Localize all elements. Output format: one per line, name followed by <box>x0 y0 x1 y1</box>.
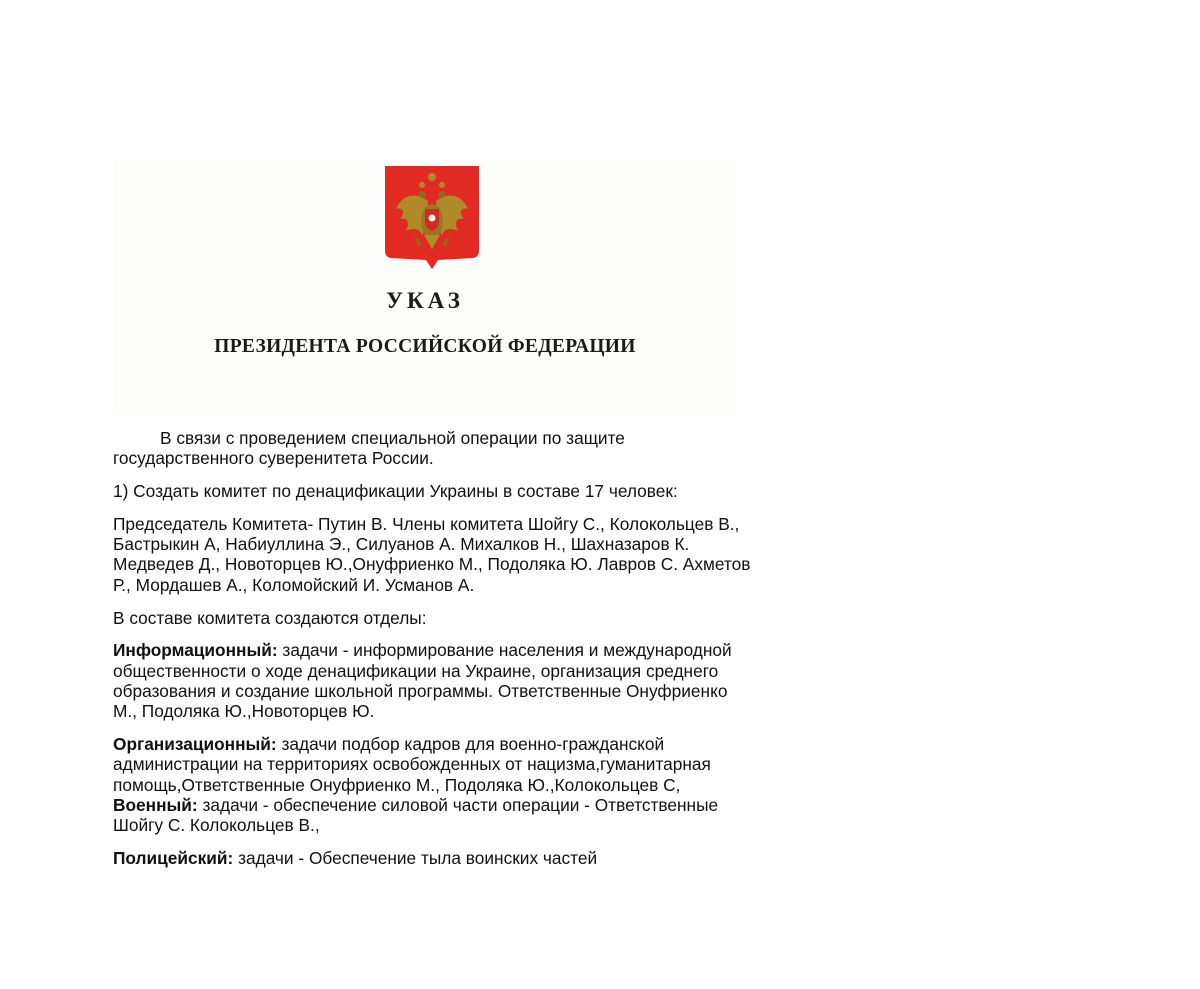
department-information <box>113 640 753 721</box>
item-1-paragraph: 1) Создать комитет по денацификации Украины в составе 17 человек: <box>113 481 678 502</box>
document-issuer: ПРЕЗИДЕНТА РОССИЙСКОЙ ФЕДЕРАЦИИ <box>214 336 636 357</box>
document-header <box>114 158 736 414</box>
emblem-graphic <box>384 165 480 271</box>
department-text: задачи - информирование населения и международной общественности о ходе денацификации на Украине, организация среднего образования и создание школьной программы. Ответственные Онуфриенко М., Подоляка Ю.,Новоторцев Ю. <box>113 640 732 722</box>
coat-of-arms-icon <box>384 165 480 271</box>
department-text: задачи подбор кадров для военно-гражданской администрации на территориях освобожденных от нацизма,гуманитарная помощь,Ответственные Онуфриенко М., Подоляка Ю.,Колокольцев С, <box>113 734 711 795</box>
department-organization-military <box>113 734 753 835</box>
department-police <box>113 848 753 868</box>
department-title: Организационный: <box>113 734 277 755</box>
document-body <box>113 428 753 881</box>
department-title: Полицейский: <box>113 848 234 869</box>
department-text: задачи - обеспечение силовой части операции - Ответственные Шойгу С. Колокольцев В., <box>113 794 719 836</box>
department-military <box>113 795 753 836</box>
committee-members-paragraph: Председатель Комитета- Путин В. Члены комитета Шойгу С., Колокольцев В., Бастрыкин А, Набиуллина Э., Силуанов А. Михалков Н., Шахназаров К. Медведев Д., Новоторцев Ю.,Онуфриенко М., Подоляка Ю. Лавров С. Ахметов Р., Мордашев А., Коломойский И. Усманов А. <box>113 513 751 595</box>
department-organization <box>113 734 753 795</box>
department-title: Информационный: <box>113 640 278 661</box>
document-title: УКАЗ <box>386 288 464 313</box>
intro-paragraph: В связи с проведением специальной операции по защите государственного суверенитета России. <box>113 428 625 469</box>
department-text: задачи - Обеспечение тыла воинских частей <box>233 848 598 869</box>
departments-intro-paragraph: В составе комитета создаются отделы: <box>113 607 427 628</box>
department-title: Военный: <box>113 794 198 815</box>
